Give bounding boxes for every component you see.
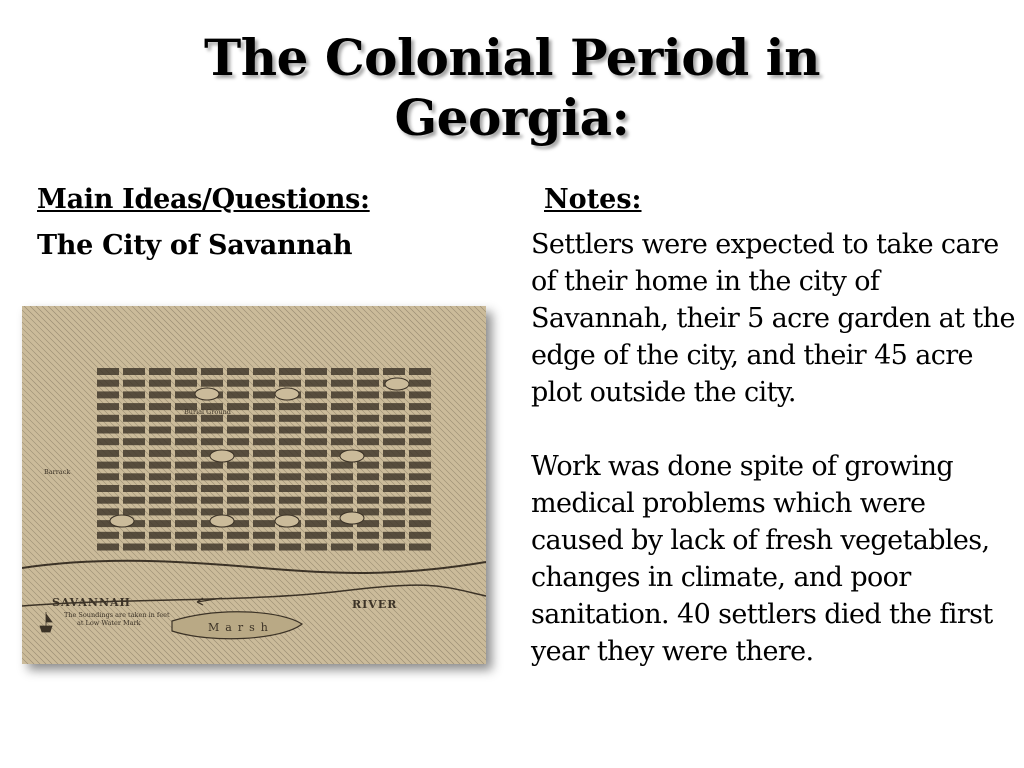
main-ideas-heading: Main Ideas/Questions: xyxy=(37,184,370,215)
note-paragraph-1: Settlers were expected to take care of their home in the city of Savannah, their 5 acre garden at the edge of the city, and their 45 acre plot outside the city. xyxy=(531,229,1015,408)
map-label-soundings-2: at Low Water Mark xyxy=(77,619,141,627)
map-label-river: RIVER xyxy=(352,598,398,611)
slide-title xyxy=(0,28,1024,148)
savannah-map-image xyxy=(22,306,486,664)
map-label-burial-ground: Burial Ground xyxy=(184,408,231,416)
notes-body xyxy=(531,226,1017,707)
map-label-soundings-1: The Soundings are taken in feet xyxy=(64,611,170,619)
map-label-city: SAVANNAH xyxy=(52,596,131,609)
map-label-marsh: Marsh xyxy=(208,621,274,634)
title-line-1: The Colonial Period in xyxy=(204,28,820,87)
map-label-barrack: Barrack xyxy=(44,468,71,476)
notes-heading: Notes: xyxy=(544,184,642,215)
title-line-2: Georgia: xyxy=(394,88,630,147)
note-paragraph-2: Work was done spite of growing medical problems which were caused by lack of fresh vegetables, changes in climate, and poor sanitation. 40 settlers died the first year they were there. xyxy=(531,451,993,667)
topic-heading: The City of Savannah xyxy=(37,230,353,261)
